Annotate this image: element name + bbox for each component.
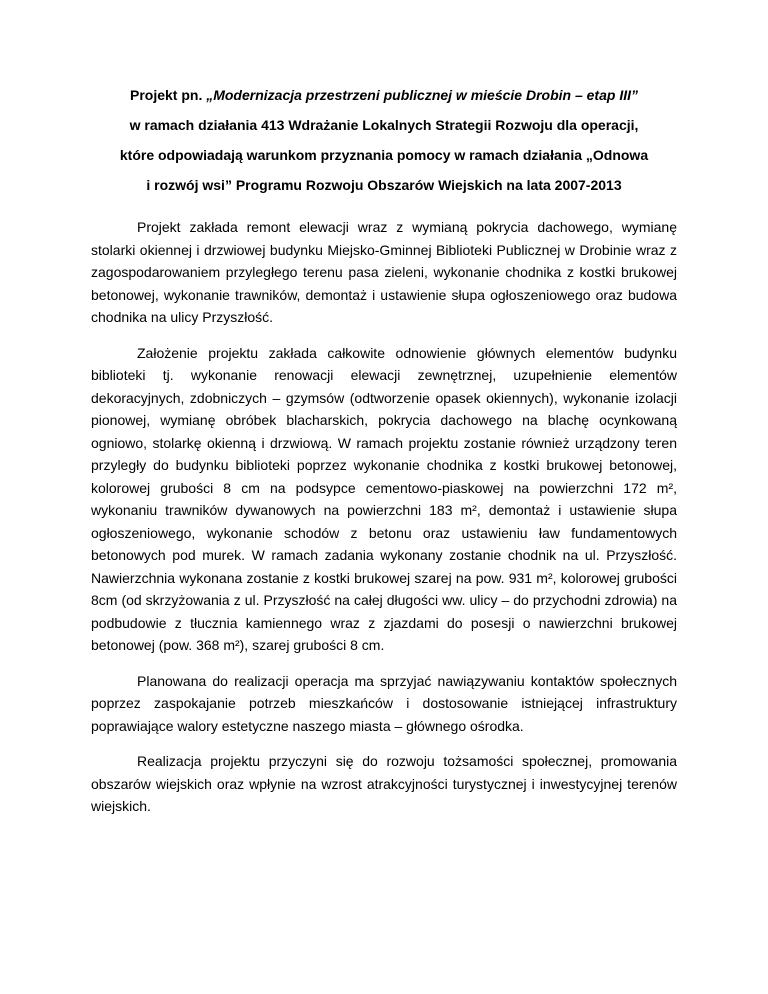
document-title xyxy=(91,80,677,200)
title-line-2: w ramach działania 413 Wdrażanie Lokalnych Strategii Rozwoju dla operacji, xyxy=(129,117,639,133)
document-page xyxy=(91,80,677,818)
title-line-3: które odpowiadają warunkom przyznania pomocy w ramach działania „Odnowa xyxy=(119,147,649,163)
title-prefix: Projekt pn. xyxy=(129,87,207,103)
title-line-4: i rozwój wsi” Programu Rozwoju Obszarów Wiejskich na lata 2007-2013 xyxy=(146,177,622,193)
title-line-1 xyxy=(91,80,677,110)
paragraph-assumptions: Założenie projektu zakłada całkowite odnowienie głównych elementów budynku biblioteki tj. wykonanie renowacji elewacji zewnętrznej, uzupełnienie elementów dekoracyjnych, zdobniczych – gzymsów (odtworzenie opasek okiennych), wykonanie izolacji pionowej, wymianę obróbek blacharskich, pokrycia dachowego na blachę ocynkowaną ogniowo, stolarkę okienną i drzwiową. W ramach projektu zostanie również urządzony teren przyległy do budynku biblioteki poprzez wykonanie chodnika z kostki brukowej betonowej, kolorowej grubości 8 cm na podsypce cementowo-piaskowej na powierzchni 172 m², wykonaniu trawników dywanowych na powierzchni 183 m², demontaż i ustawienie słupa ogłoszeniowego, wykonanie schodów z betonu oraz ustawieniu ław fundamentowych betonowych pod murek. W ramach zadania wykonany zostanie chodnik na ul. Przyszłość. Nawierzchnia wykonana zostanie z kostki brukowej szarej na pow. 931 m², kolorowej grubości 8cm (od skrzyżowania z ul. Przyszłość na całej długości ww. ulicy – do przychodni zdrowia) na podbudowie z tłucznia kamiennego wraz z zjazdami do posesji o nawierzchni brukowej betonowej (pow. 368 m²), szarej grubości 8 cm. xyxy=(91,344,677,653)
paragraph-outcomes: Realizacja projektu przyczyni się do rozwoju tożsamości społecznej, promowania obszarów wiejskich oraz wpłynie na wzrost atrakcyjności turystycznej i inwestycyjnej terenów wiejskich. xyxy=(91,753,677,814)
project-name: „Modernizacja przestrzeni publicznej w mieście Drobin – etap III” xyxy=(206,87,638,103)
paragraph-scope: Projekt zakłada remont elewacji wraz z wymianą pokrycia dachowego, wymianę stolarki okiennej i drzwiowej budynku Miejsko-Gminnej Biblioteki Publicznej w Drobinie wraz z zagospodarowaniem przyległego terenu pasa zieleni, wykonanie chodnika z kostki brukowej betonowej, wykonanie trawników, demontaż i ustawienie słupa ogłoszeniowego oraz budowa chodnika na ulicy Przyszłość. xyxy=(91,219,677,325)
paragraph-purpose: Planowana do realizacji operacja ma sprzyjać nawiązywaniu kontaktów społecznych poprzez zaspokajanie potrzeb mieszkańców i dostosowanie istniejącej infrastruktury poprawiające walory estetyczne naszego miasta – głównego ośrodka. xyxy=(91,672,677,734)
